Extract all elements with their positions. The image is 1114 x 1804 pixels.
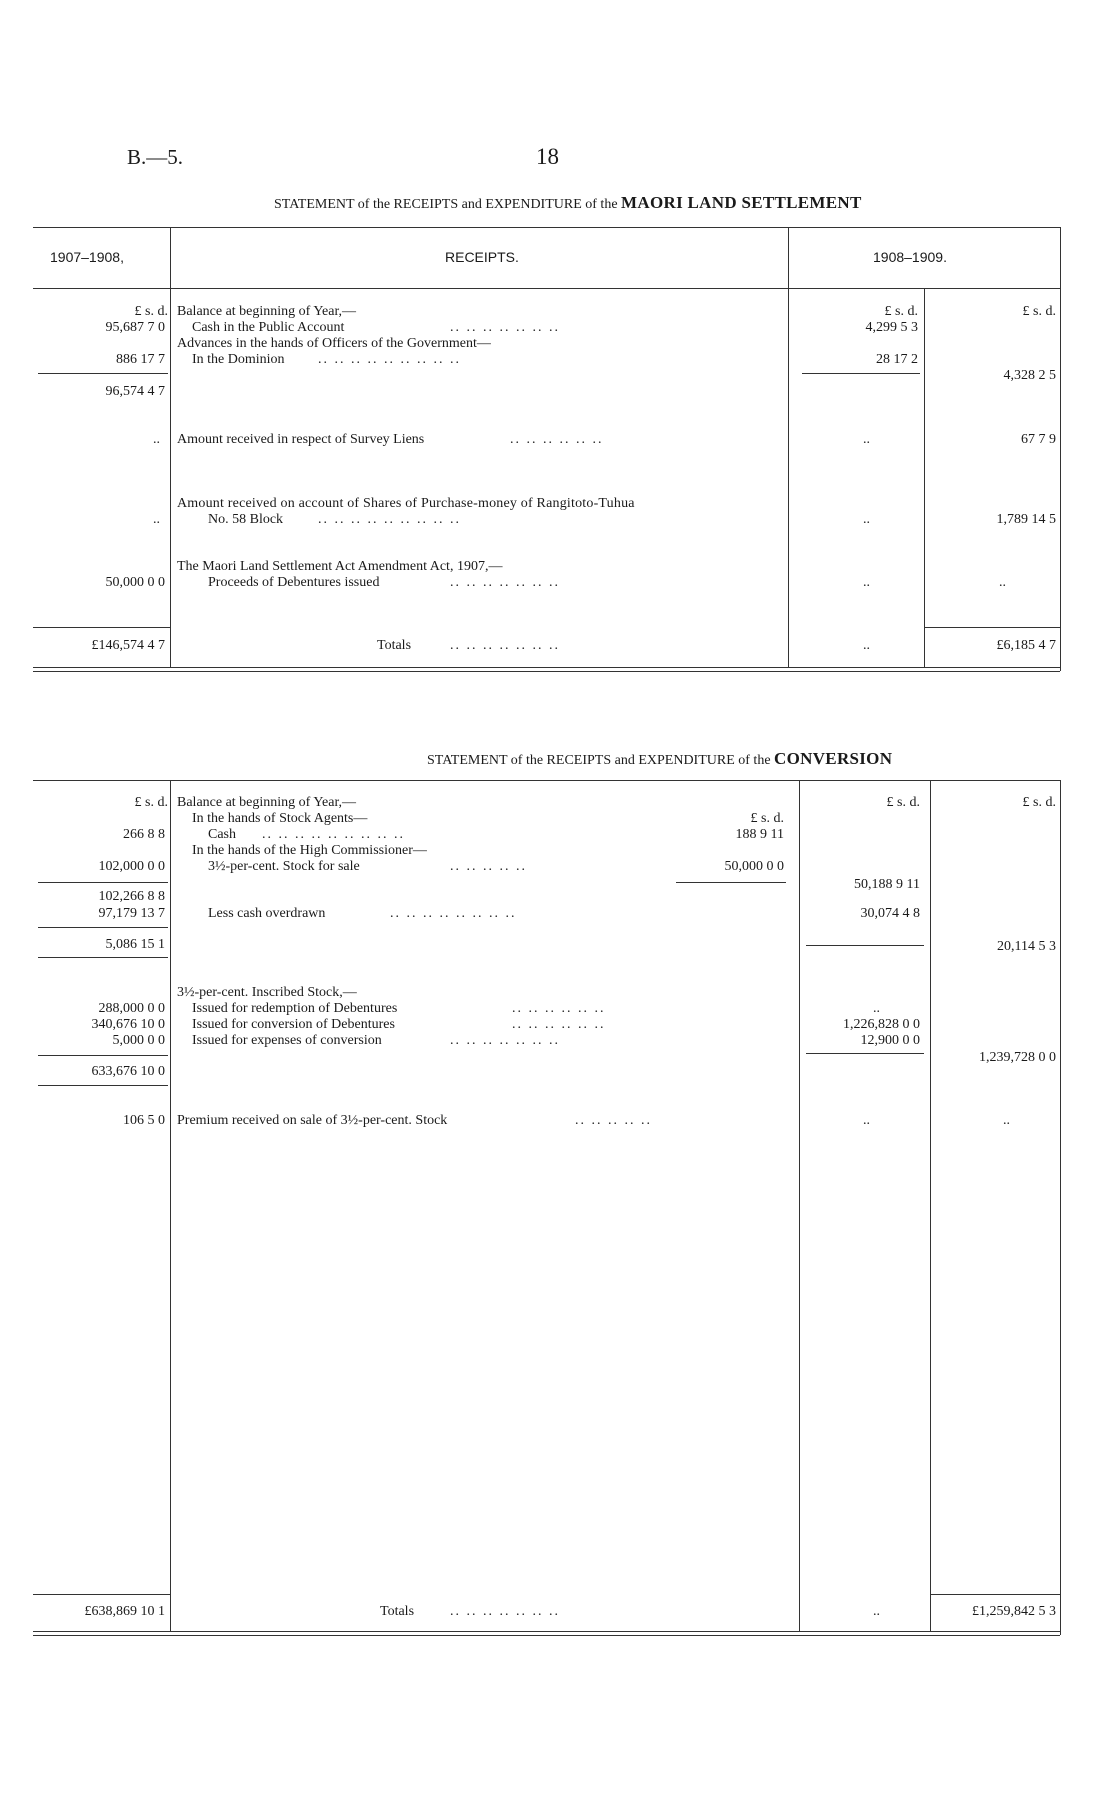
maori-liens-inner: ..: [863, 432, 870, 447]
maori-proceeds-outer: ..: [999, 575, 1006, 590]
conversion-overdrawn-leader: .. .. .. .. .. .. .. ..: [390, 906, 517, 921]
conversion-conv-deb-leader: .. .. .. .. .. ..: [512, 1017, 606, 1032]
maori-dominion-label: In the Dominion: [192, 352, 285, 367]
maori-heading: [274, 193, 862, 213]
maori-col-receipts: RECEIPTS.: [445, 249, 519, 265]
conversion-expenses-inner: 12,900 0 0: [860, 1033, 920, 1048]
conversion-bottom-rule: [33, 1631, 1060, 1632]
conversion-inscribed-outer: 1,239,728 0 0: [979, 1050, 1056, 1065]
conversion-top-rule: [33, 780, 1060, 781]
maori-cash-leader: .. .. .. .. .. .. ..: [450, 320, 560, 335]
maori-proceeds-leader: .. .. .. .. .. .. ..: [450, 575, 560, 590]
maori-bottom-rule: [33, 667, 1060, 668]
conversion-conv-deb-inner: 1,226,828 0 0: [843, 1017, 920, 1032]
conversion-balance-outer: 20,114 5 3: [997, 939, 1056, 954]
conversion-lsd-prev: £ s. d.: [134, 795, 168, 810]
conversion-totals-label: Totals: [380, 1604, 415, 1619]
conversion-expenses-prev: 5,000 0 0: [112, 1033, 165, 1048]
maori-subtotal-rule-inner: [802, 373, 920, 374]
conversion-cash-leader: .. .. .. .. .. .. .. .. ..: [262, 827, 405, 842]
maori-heading-big: MAORI LAND SETTLEMENT: [621, 193, 862, 212]
conversion-totals-leader: .. .. .. .. .. .. ..: [450, 1604, 560, 1619]
conversion-totals-rule-outer: [930, 1594, 1060, 1595]
conversion-inscribed-rule-prev: [38, 1055, 168, 1056]
conversion-sub1-rule-desc: [676, 882, 786, 883]
conversion-col-divider-3: [930, 780, 931, 1631]
maori-cash-label: Cash in the Public Account: [192, 320, 345, 335]
conversion-lsd-inner: £ s. d.: [886, 795, 920, 810]
conversion-redemption-leader: .. .. .. .. .. ..: [512, 1001, 606, 1016]
conversion-sub1-inner: 50,188 9 11: [854, 877, 920, 892]
maori-totals-label: Totals: [377, 638, 412, 653]
conversion-expenses-label: Issued for expenses of conversion: [192, 1033, 382, 1048]
maori-totals-outer: £6,185 4 7: [996, 638, 1056, 653]
maori-col-divider-1: [170, 227, 171, 667]
maori-top-rule: [33, 227, 1060, 228]
maori-right-border: [1060, 227, 1061, 671]
conversion-sub1-prev: 102,266 8 8: [98, 889, 165, 904]
conversion-totals-rule-prev: [33, 1594, 170, 1595]
maori-shares-leader: .. .. .. .. .. .. .. .. ..: [318, 512, 461, 527]
maori-shares-label-1: Amount received on account of Shares of Purchase-money of Rangitoto-Tuhua: [177, 496, 635, 511]
conversion-redemption-prev: 288,000 0 0: [98, 1001, 165, 1016]
conversion-heading-big: CONVERSION: [774, 749, 893, 768]
conversion-right-border: [1060, 780, 1061, 1635]
maori-act-label: The Maori Land Settlement Act Amendment Act, 1907,—: [177, 559, 503, 574]
conversion-premium-label: Premium received on sale of 3½-per-cent. Stock: [177, 1113, 448, 1128]
page-reference: B.—5.: [127, 145, 184, 169]
maori-liens-label: Amount received in respect of Survey Liens: [177, 432, 425, 447]
conversion-net-rule-prev: [38, 927, 168, 928]
conversion-balance-label: Balance at beginning of Year,—: [177, 795, 357, 810]
maori-balance-outer: 4,328 2 5: [1003, 368, 1056, 383]
conversion-overdrawn-label: Less cash overdrawn: [208, 906, 326, 921]
maori-balance-subtotal-prev: 96,574 4 7: [105, 384, 165, 399]
maori-shares-prev: ..: [153, 512, 160, 527]
maori-lsd-inner: £ s. d.: [884, 304, 918, 319]
maori-col-divider-3: [924, 288, 925, 667]
maori-lsd-outer: £ s. d.: [1022, 304, 1056, 319]
maori-shares-label-2: No. 58 Block: [208, 512, 284, 527]
conversion-col-divider-2: [799, 780, 800, 1631]
maori-shares-inner: ..: [863, 512, 870, 527]
conversion-expenses-leader: .. .. .. .. .. .. ..: [450, 1033, 560, 1048]
maori-totals-prev: £146,574 4 7: [91, 638, 165, 653]
maori-dominion-inner: 28 17 2: [876, 352, 918, 367]
maori-subtotal-rule-prev: [38, 373, 168, 374]
conversion-heading: [427, 749, 892, 769]
conversion-premium-inner: ..: [863, 1113, 870, 1128]
maori-cash-prev: 95,687 7 0: [105, 320, 165, 335]
maori-dominion-leader: .. .. .. .. .. .. .. .. ..: [318, 352, 461, 367]
conversion-stock-sale-prev: 102,000 0 0: [98, 859, 165, 874]
conversion-totals-inner: ..: [873, 1604, 880, 1619]
conversion-bottom-rule-2: [33, 1635, 1060, 1636]
conversion-premium-prev: 106 5 0: [123, 1113, 165, 1128]
conversion-lsd-outer: £ s. d.: [1022, 795, 1056, 810]
maori-proceeds-inner: ..: [863, 575, 870, 590]
maori-liens-leader: .. .. .. .. .. ..: [510, 432, 604, 447]
maori-shares-outer: 1,789 14 5: [996, 512, 1056, 527]
maori-lsd-prev: £ s. d.: [134, 304, 168, 319]
maori-col-year-cur: 1908–1909.: [873, 249, 947, 265]
conversion-inscribed-rule-inner: [806, 1053, 924, 1054]
maori-col-divider-2: [788, 227, 789, 667]
maori-bottom-rule-2: [33, 671, 1060, 672]
maori-dominion-prev: 886 17 7: [116, 352, 165, 367]
conversion-conv-deb-label: Issued for conversion of Debentures: [192, 1017, 395, 1032]
maori-liens-outer: 67 7 9: [1021, 432, 1056, 447]
conversion-conv-deb-prev: 340,676 10 0: [91, 1017, 165, 1032]
maori-liens-prev: ..: [153, 432, 160, 447]
conversion-heading-small: STATEMENT of the RECEIPTS and EXPENDITURE of the: [427, 753, 771, 768]
conversion-premium-leader: .. .. .. .. ..: [575, 1113, 652, 1128]
conversion-cash-prev: 266 8 8: [123, 827, 165, 842]
conversion-net-rule-inner: [806, 945, 924, 946]
maori-totals-rule-prev: [33, 627, 170, 628]
conversion-lsd-desc: £ s. d.: [750, 811, 784, 826]
conversion-inscribed-label: 3½-per-cent. Inscribed Stock,—: [177, 985, 357, 1000]
maori-col-year-prev: 1907–1908,: [50, 249, 124, 265]
conversion-redemption-inner: ..: [873, 1001, 880, 1016]
conversion-totals-prev: £638,869 10 1: [84, 1604, 165, 1619]
maori-heading-small: STATEMENT of the RECEIPTS and EXPENDITURE of the: [274, 197, 618, 212]
maori-proceeds-label: Proceeds of Debentures issued: [208, 575, 380, 590]
conversion-overdrawn-inner: 30,074 4 8: [860, 906, 920, 921]
maori-header-rule: [33, 288, 1060, 289]
conversion-stock-sale-leader: .. .. .. .. ..: [450, 859, 527, 874]
maori-totals-inner: ..: [863, 638, 870, 653]
maori-totals-rule-outer: [924, 627, 1060, 628]
conversion-premium-outer: ..: [1003, 1113, 1010, 1128]
conversion-balance-net-prev: 5,086 15 1: [105, 937, 165, 952]
maori-advances-label: Advances in the hands of Officers of the Government—: [177, 336, 491, 351]
maori-balance-label: Balance at beginning of Year,—: [177, 304, 357, 319]
conversion-stock-agents-label: In the hands of Stock Agents—: [192, 811, 368, 826]
maori-totals-leader: .. .. .. .. .. .. ..: [450, 638, 560, 653]
conversion-totals-outer: £1,259,842 5 3: [972, 1604, 1056, 1619]
conversion-col-divider-1: [170, 780, 171, 1631]
conversion-stock-sale-label: 3½-per-cent. Stock for sale: [208, 859, 360, 874]
conversion-sub1-rule-prev: [38, 882, 168, 883]
maori-proceeds-prev: 50,000 0 0: [105, 575, 165, 590]
conversion-overdrawn-prev: 97,179 13 7: [98, 906, 165, 921]
conversion-stock-sale-desc: 50,000 0 0: [724, 859, 784, 874]
conversion-cash-label: Cash: [208, 827, 236, 842]
conversion-cash-desc: 188 9 11: [735, 827, 784, 842]
conversion-net-underline-prev: [38, 957, 168, 958]
page-number: 18: [536, 144, 559, 169]
maori-cash-inner: 4,299 5 3: [865, 320, 918, 335]
conversion-inscribed-underline-prev: [38, 1085, 168, 1086]
conversion-inscribed-sub-prev: 633,676 10 0: [91, 1064, 165, 1079]
conversion-redemption-label: Issued for redemption of Debentures: [192, 1001, 398, 1016]
conversion-high-comm-label: In the hands of the High Commissioner—: [192, 843, 427, 858]
